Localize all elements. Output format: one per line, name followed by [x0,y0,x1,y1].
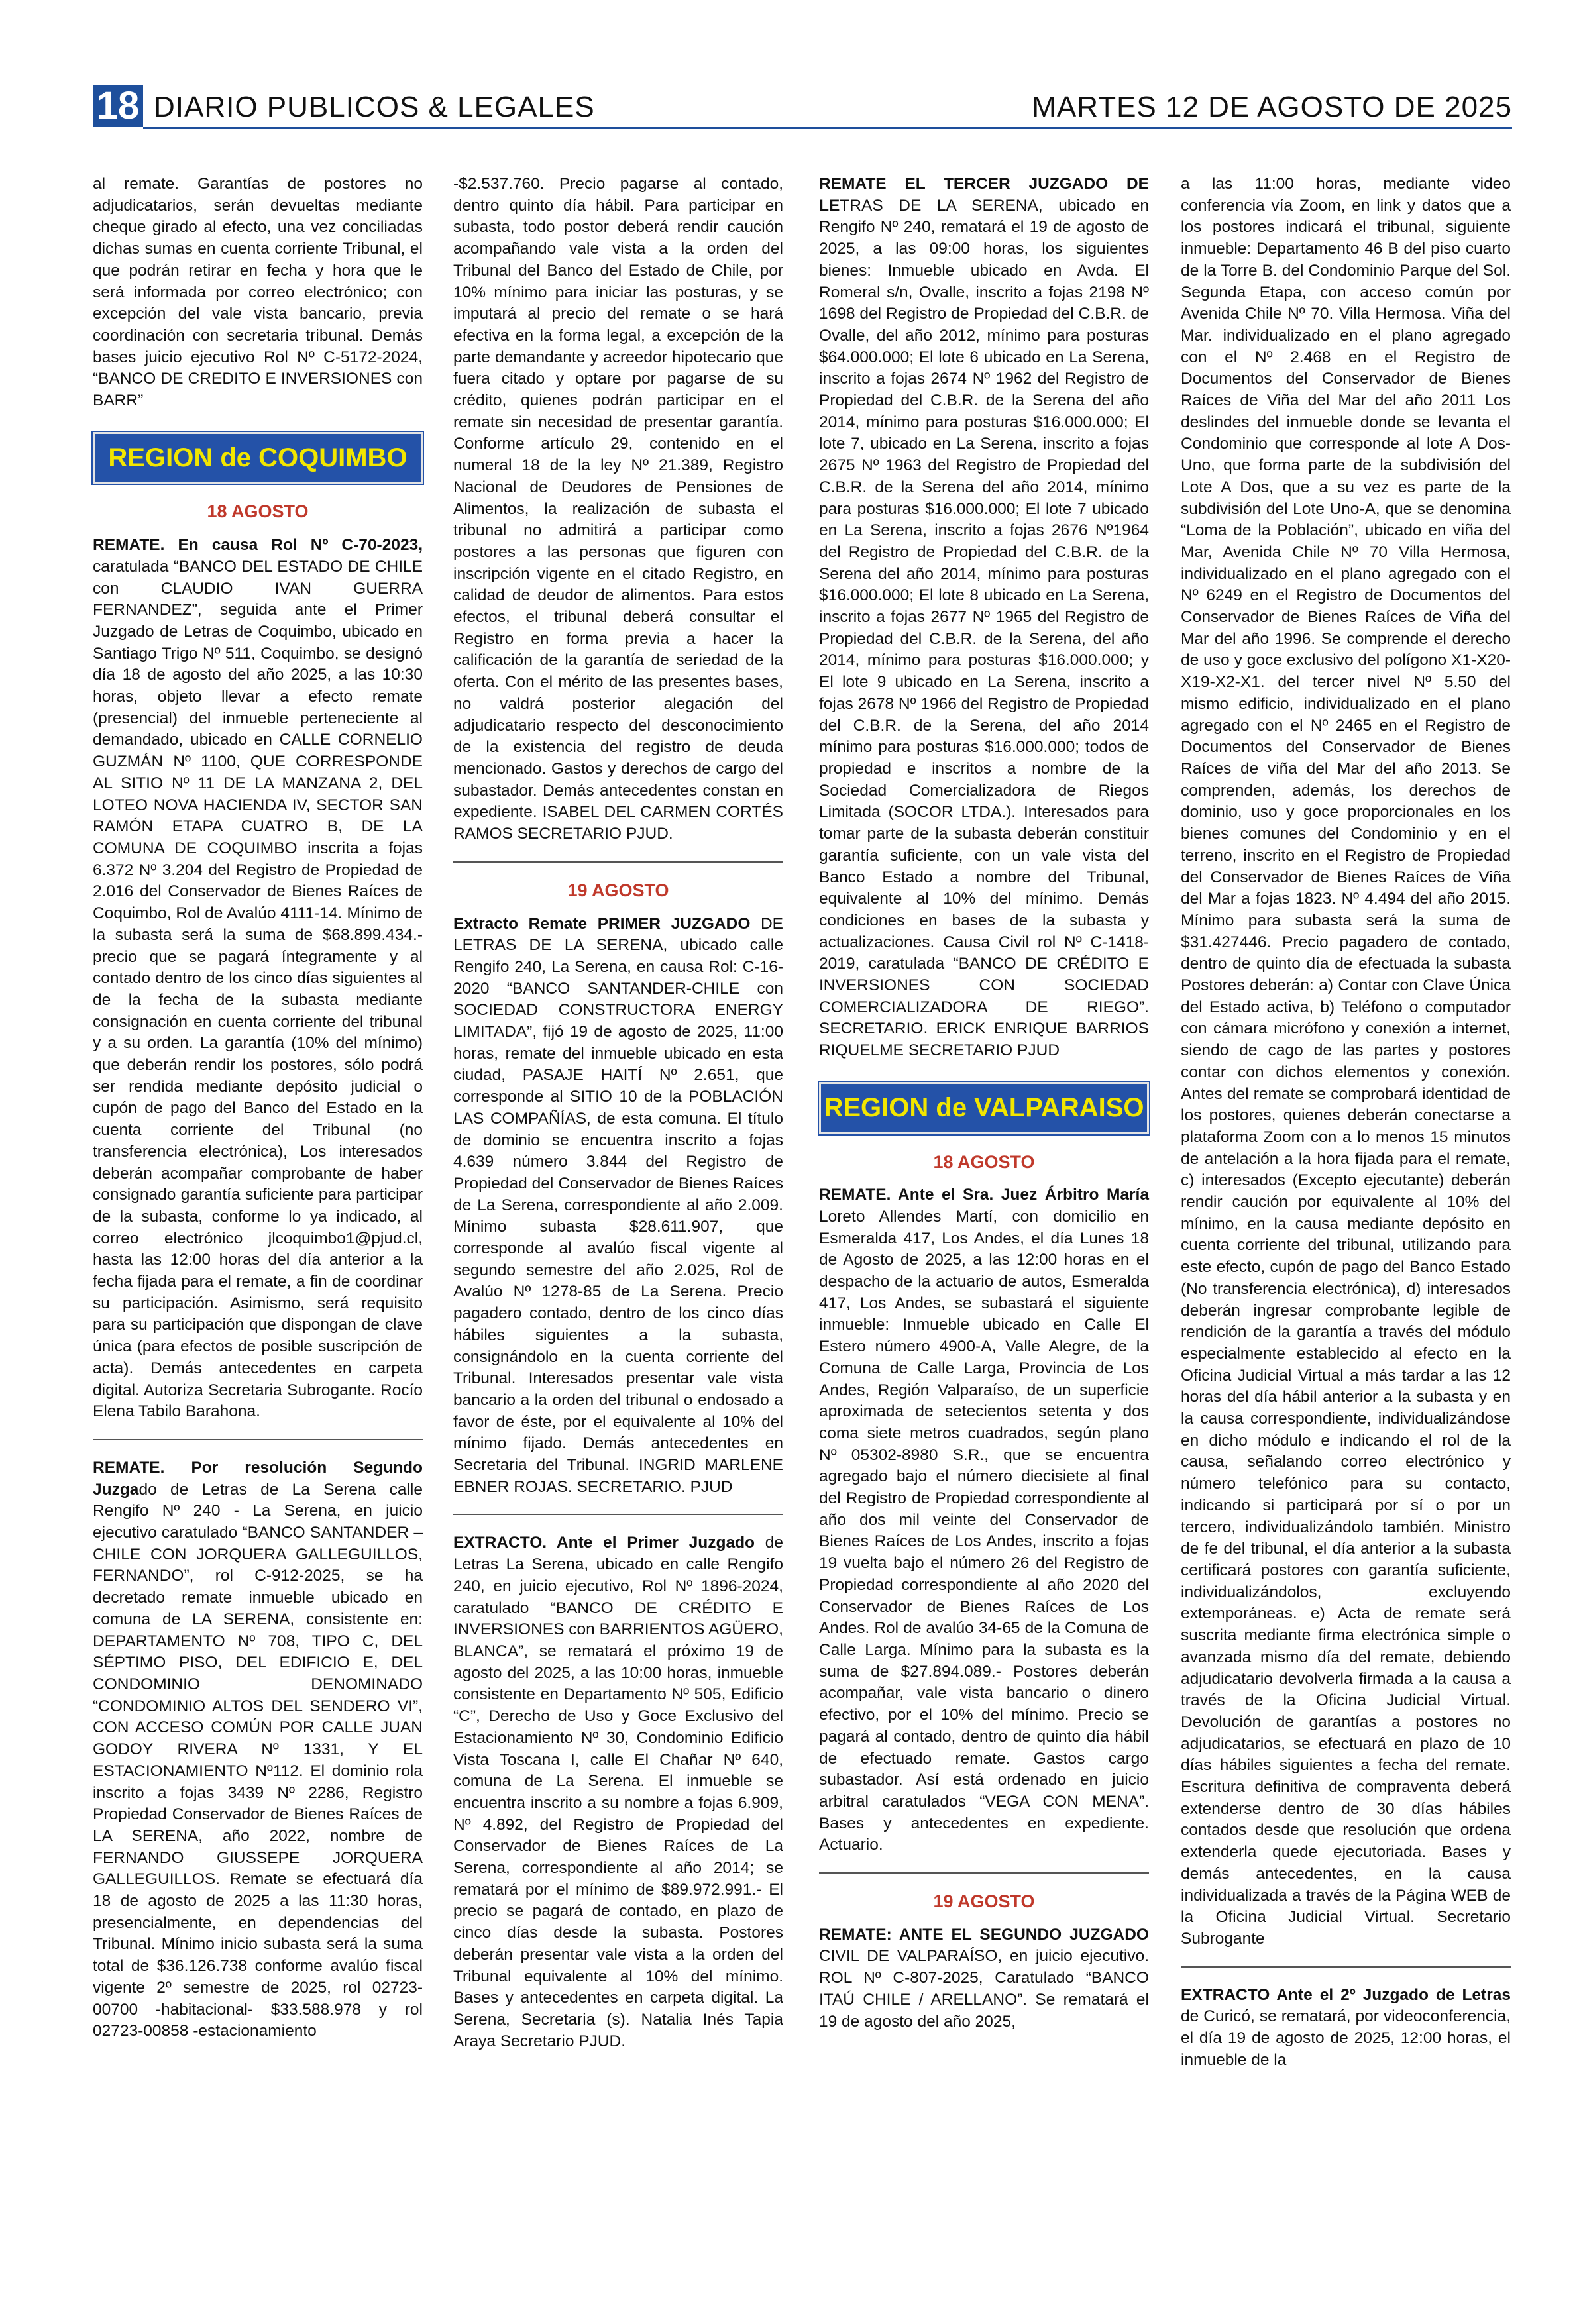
divider [93,1439,423,1440]
notice-lead: REMATE. Ante el Sra. Juez Árbitro María [819,1186,1149,1204]
page-number: 18 [93,85,143,127]
notice-continuation: a las 11:00 horas, mediante video conferencia vía Zoom, en link y datos que a los postores indicará el tribunal, siguiente inmueble: Departamento 46 B del piso cuarto de la Torre B. del Condominio Parque del Sol. Segunda Etapa, con acceso común por Avenida Chile Nº 70. Villa Hermosa. Viña del Mar. individualizado en el plano agregado con el Nº 2.468 en el Registro de Documentos del Conservador de Bienes Raíces de Viña del Mar del año 2011 Los deslindes del inmueble donde se levanta el Condominio que corresponde al lote A Dos-Uno, que forma parte de la subdivisión del Lote A Dos, que a su vez es parte de la subdivisión del Lote Uno-A, que se denomina “Loma de la Población”, ubicado en viña del Mar, Avenida Chile Nº 70 Villa Hermosa, individualizado en el plano agregado con el Nº 6249 en el Registro de Documentos del Conservador de Bienes Raíces de Viña del Mar del año 1996. Se comprende el derecho de uso y goce exclusivo del polígono X1-X20-X19-X2-X1. del tercer nivel Nº 5.50 del mismo edificio, individualizado en el plano agregado con el Nº 2465 en el Registro de Documentos del Conservador de Bienes Raíces de viña del Mar del año 2013. Se comprenden, además, los derechos de dominio, uso y goce proporcionales en los bienes comunes del Condominio y en el terreno, inscrito en el Registro de Propiedad del Conservador de Bienes Raíces de Viña del Mar a fojas 1823. Nº 4.494 del año 2015. Mínimo para subasta será la suma de $31.427446. Precio pagadero de contado, dentro de quinto día de efectuada la subasta Postores deberán: a) Contar con Clave Única del Estado activa, b) Teléfono o computador con cámara micrófono y conexión a internet, siendo de cago de las partes y postores contar con dichos elementos y conexión. Antes del remate se comprobará identidad de los postores, quienes deberán conectarse a plataforma Zoom con a lo menos 15 minutos de antelación a la hora fijada para el remate, c) interesados (Excepto ejecutante) deberán rendir caución por equivalente al 10% del mínimo, en la causa mediante depósito en cuenta corriente del tribunal, utilizando para este efecto, cupón de pago del Banco Estado (No transferencia electrónica), d) interesados deberán ingresar comprobante legible de rendición de la garantía a través del módulo especialmente establecido al efecto en la Oficina Judicial Virtual a más tardar a las 12 horas del día hábil anterior a la subasta y en la causa correspondiente, individualizándose en dicho módulo e indicando el rol de la causa, señalando correo electrónico y número telefónico para su contacto, indicando si participará por sí o por un tercero, individualizándolo también. Ministro de fe del tribunal, el día anterior a la subasta certificará postores con garantía suficiente, individualizándolos, excluyendo extemporáneas. e) Acta de remate será suscrita mediante firma electrónica simple o avanzada mismo día del remate, debiendo adjudicatario devolverla firmada a la causa a través de la Oficina Judicial Virtual. Devolución de garantías a postores no adjudicatarios, se efectuará en plazo de 10 días hábiles siguientes a fecha del remate. Escritura definitiva de compraventa deberá extenderse dentro de 30 días hábiles contados desde que resolución que ordena extenderla quede ejecutoriada. Bases y demás antecedentes, en la causa individualizada a través de la Página WEB de la Oficina Judicial Virtual. Secretario Subrogante [1181,175,1511,1948]
notice-lead: Extracto Remate PRIMER JUZGADO [453,914,751,933]
notice [819,1925,1149,2033]
region-banner-valparaiso: REGION de VALPARAISO [819,1082,1149,1134]
notice-lead: REMATE. Por resolución Segundo Juzga [93,1458,423,1499]
date-heading: 19 AGOSTO [933,1891,1035,1912]
column-2 [453,174,783,2064]
notice-body: CIVIL DE VALPARAÍSO, en juicio ejecutivo. ROL Nº C-807-2025, Caratulado “BANCO ITAÚ CHILE / ARELLANO”. Se rematará el 19 de agosto del año 2025, [819,1947,1149,2031]
notice-lead: REMATE. En causa Rol Nº C-70-2023, [93,536,423,555]
date-heading: 18 AGOSTO [207,502,309,522]
notice-lead: EXTRACTO. Ante el Primer Juzgado [453,1534,755,1552]
notice [819,174,1149,1062]
issue-date: MARTES 12 DE AGOSTO DE 2025 [1032,91,1512,123]
notice [1181,1985,1511,2072]
column-4 [1181,174,1511,2083]
notice-body: DE LETRAS DE LA SERENA, ubicado calle Rengifo 240, La Serena, en causa Rol: C-16-2020 “BANCO SANTANDER-CHILE con SOCIEDAD CONSTRUCTORA ENERGY LIMITADA”, fijó 19 de agosto de 2025, 11:00 horas, remate del inmueble ubicado en esta ciudad, PASAJE HAITÍ Nº 2.651, que corresponde al SITIO 10 de la POBLACIÓN LAS COMPAÑÍAS, de esta comuna. El título de dominio se encuentra inscrito a fojas 4.639 número 3.844 del Registro de Propiedad del Conservador de Bienes Raíces de La Serena, correspondiente al año 2.009. Mínimo subasta $28.611.907, que corresponde al avalúo fiscal vigente al segundo semestre del año 2.025, Rol de Avalúo Nº 1278-85 de La Serena. Precio pagadero contado, dentro de los cinco días hábiles siguientes a la subasta, consignándolo en la cuenta corriente del Tribunal. Interesados presentar vale vista bancario a la orden del tribunal o endosado a favor de éste, por el equivalente al 10% del mínimo fijado. Demás antecedentes en Secretaria del Tribunal. INGRID MARLENE EBNER ROJAS. SECRETARIO. PJUD [453,914,783,1496]
divider [453,1514,783,1515]
date-heading: 18 AGOSTO [933,1151,1035,1172]
notice-body: de Letras La Serena, ubicado en calle Rengifo 240, en juicio ejecutivo, Rol Nº 1896-2024, caratulado “BANCO DE CRÉDITO E INVERSIONES con BARRIENTOS AGÜERO, BLANCA”, se rematará el próximo 19 de agosto del 2025, a las 10:00 horas, inmueble consistente en Departamento Nº 505, Edificio “C”, Derecho de Uso y Goce Exclusivo del Estacionamiento Nº 30, Condominio Edificio Vista Toscana I, calle El Chañar Nº 640, comuna de La Serena. El inmueble se encuentra inscrito a su nombre a fojas 6.909, Nº 4.892, del Registro de Propiedad del Conservador de Bienes Raíces de La Serena, correspondiente al año 2014; se rematará por el mínimo de $89.972.991.- El precio se pagará de contado, en plazo de cinco días desde la subasta. Postores deberán presentar vale vista a la orden del Tribunal equivalente al 10% del mínimo. Bases y antecedentes en carpeta digital. La Serena, Secretaria (s). Natalia Inés Tapia Araya Secretario PJUD. [453,1534,783,2050]
notice [819,1185,1149,1856]
notice-body: do de Letras de La Serena calle Rengifo Nº 240 - La Serena, en juicio ejecutivo caratulado “BANCO SANTANDER – CHILE CON JORQUERA GALLEGUILLOS, FERNANDO”, rol C-912-2025, se ha decretado remate inmueble ubicado en comuna de LA SERENA, consistente en: DEPARTAMENTO Nº 708, TIPO C, DEL SÉPTIMO PISO, DEL EDIFICIO E, DEL CONDOMINIO DENOMINADO “CONDOMINIO ALTOS DEL SENDERO VI”, CON ACCESO COMÚN POR CALLE JUAN GODOY RIVERA Nº 1331, Y EL ESTACIONAMIENTO Nº112. El dominio rola inscrito a fojas 3439 Nº 2286, Registro Propiedad Conservador de Bienes Raíces de LA SERENA, año 2022, nombre de FERNANDO GIUSSEPE JORQUERA GALLEGUILLOS. Remate se efectuará día 18 de agosto de 2025 a las 11:30 horas, presencialmente, en dependencias del Tribunal. Mínimo inicio subasta será la suma total de $36.126.738 conforme avalúo fiscal vigente 2º semestre de 2025, rol 02723-00700 -habitacional- $33.588.978 y rol 02723-00858 -estacionamiento [93,1480,423,2040]
notice-body: caratulada “BANCO DEL ESTADO DE CHILE con CLAUDIO IVAN GUERRA FERNANDEZ”, seguida ante el Primer Juzgado de Letras de Coquimbo, ubicado en Santiago Trigo Nº 511, Coquimbo, se designó día 18 de agosto del año 2025, a las 10:30 horas, objeto llevar a efecto remate (presencial) del inmueble perteneciente al demandado, ubicado en CALLE CORNELIO GUZMÁN Nº 1100, QUE CORRESPONDE AL SITIO Nº 11 DE LA MANZANA 2, DEL LOTEO NOVA HACIENDA IV, SECTOR SAN RAMÓN ETAPA CUATRO B, DE LA COMUNA DE COQUIMBO inscrita a fojas 6.372 Nº 3.204 del Registro de Propiedad de 2.016 del Conservador de Bienes Raíces de Coquimbo, Rol de Avalúo 4111-14. Mínimo de la subasta será la suma de $68.899.434.- precio que se pagará íntegramente y al contado dentro de los cinco días siguientes al de la fecha de la subasta mediante consignación en cuenta corriente del tribunal y a su orden. La garantía (10% del mínimo) que deberán rendir los postores, sólo podrá ser rendida mediante depósito judicial o cupón de pago del Banco del Estado en la cuenta corriente del Tribunal (no transferencia electrónica), Los interesados deberán acompañar comprobante de haber consignado garantía suficiente para participar de la subasta, conforme lo ya indicado, al correo electrónico jlcoquimbo1@pjud.cl, hasta las 12:00 horas del día anterior a la fecha fijada para el remate, a fin de coordinar su participación. Asimismo, será requisito para su participación que dispongan de clave única (para efectos de posible suscripción de acta). Demás antecedentes en carpeta digital. Autoriza Secretaria Subrogante. Rocío Elena Tabilo Barahona. [93,557,423,1421]
publication-title: DIARIO PUBLICOS & LEGALES [154,91,595,123]
date-heading: 19 AGOSTO [567,880,669,900]
notice [93,535,423,1423]
notice [93,1457,423,2042]
notice [453,1532,783,2052]
divider [819,1872,1149,1874]
region-banner-coquimbo: REGION de COQUIMBO [93,432,423,484]
header-rule [143,127,1512,129]
notice-body: Loreto Allendes Martí, con domicilio en Esmeralda 417, Los Andes, el día Lunes 18 de Agosto de 2025, a las 12:00 horas en el despacho de la actuario de autos, Esmeralda 417, Los Andes, se subastará el siguiente inmueble: Inmueble ubicado en Calle El Estero número 4900-A, Valle Alegre, de la Comuna de Calle Larga, Provincia de Los Andes, Región Valparaíso, de un superficie aproximada de setecientos setenta y dos coma siete metros cuadrados, según plano Nº 05302-8980 S.R., que se encuentra agregado bajo el número diecisiete al final del Registro de Propiedad correspondiente al año dos mil veinte del Conservador de Bienes Raíces de Los Andes, inscrito a fojas 19 vuelta bajo el número 26 del Registro de Propiedad correspondiente al año 2020 del Conservador de Bienes Raíces de Los Andes. Rol de avalúo 34-65 de la Comuna de Calle Larga. Mínimo para la subasta es la suma de $27.894.089.- Postores deberán acompañar, vale vista bancario o dinero efectivo, por el 10% del mínimo. Precio se pagará al contado, dentro de quinto día hábil de efectuado remate. Gastos cargo subastador. Así está ordenado en juicio arbitral caratulados “VEGA CON MENA”. Bases y antecedentes en expediente. Actuario. [819,1207,1149,1854]
notice-lead: EXTRACTO Ante el 2º Juzgado de Letras [1181,1985,1511,2004]
column-1 [93,174,423,2054]
notice-body: de Curicó, se rematará, por videoconferencia, el día 19 de agosto de 2025, 12:00 horas, el inmueble de la [1181,2007,1511,2069]
column-3 [819,174,1149,2044]
notice-continuation: al remate. Garantías de postores no adjudicatarios, serán devueltas mediante cheque girado al efecto, una vez conciliadas dichas sumas en cuenta corriente Tribunal, el que podrán retirar en fecha y hora que le será informada por correo electrónico; con excepción del vale vista bancario, previa coordinación con secretaria tribunal. Demás bases juicio ejecutivo Rol Nº C-5172-2024, “BANCO DE CREDITO E INVERSIONES con BARR” [93,175,423,410]
divider [453,861,783,863]
notice-lead: REMATE: ANTE EL SEGUNDO JUZGADO [819,1925,1149,1944]
notice-body: TRAS DE LA SERENA, ubicado en Rengifo Nº 240, rematará el 19 de agosto de 2025, a las 09:00 horas, los siguientes bienes: Inmueble ubicado en Avda. El Romeral s/n, Ovalle, inscrito a fojas 2198 Nº 1698 del Registro de Propiedad del C.B.R. de Ovalle, del año 2012, mínimo para posturas $64.000.000; El lote 6 ubicado en La Serena, inscrito a fojas 2674 Nº 1962 del Registro de Propiedad del C.B.R. de la Serena del año 2014, mínimo para posturas $16.000.000; El lote 7, ubicado en La Serena, inscrito a fojas 2675 Nº 1963 del Registro de Propiedad del C.B.R. de la Serena del año 2014, mínimo para posturas $16.000.000; El lote 7 ubicado en La Serena, inscrito a fojas 2676 Nº1964 del Registro de Propiedad del C.B.R. de la Serena del año 2014, mínimo para posturas $16.000.000; El lote 8 ubicado en La Serena, inscrito a fojas 2677 Nº 1965 del Registro de Propiedad del C.B.R. de la Serena, del año 2014, mínimo para posturas $16.000.000; y El lote 9 ubicado en La Serena, inscrito a fojas 2678 Nº 1966 del Registro de Propiedad del C.B.R. de la Serena, del año 2014 mínimo para posturas $16.000.000; todos de propiedad e inscritos a nombre de la Sociedad Comercializadora de Riegos Limitada (SOCOR LTDA.). Interesados para tomar parte de la subasta deberán constituir garantía suficiente, con un vale vista del Banco Estado a nombre del Tribunal, equivalente al 10% del mínimo. Demás condiciones en bases de la subasta y actualizaciones. Causa Civil rol Nº C-1418-2019, caratulada “BANCO DE CRÉDITO E INVERSIONES CON SOCIEDAD COMERCIALIZADORA DE RIEGO”. SECRETARIO. ERICK ENRIQUE BARRIOS RIQUELME SECRETARIO PJUD [819,196,1149,1060]
notice-lead: REMATE EL TERCER JUZGADO DE LE [819,175,1149,215]
notice-continuation: -$2.537.760. Precio pagarse al contado, dentro quinto día hábil. Para participar en subasta, todo postor deberá rendir caución acompañando vale vista a la orden del Tribunal del Banco del Estado de Chile, por 10% mínimo para iniciar las posturas, y se imputará al precio del remate o se hará efectiva en la forma legal, a excepción de la parte demandante y acreedor hipotecario que fuera citado y optare por pagarse de su crédito, quienes podrán participar en el remate sin necesidad de presentar garantía. Conforme artículo 29, contenido en el numeral 18 de la ley Nº 21.389, Registro Nacional de Deudores de Pensiones de Alimentos, la realización de subasta el tribunal no admitirá a participar como postores a las personas que figuren con inscripción vigente en el citado Registro, en calidad de deudor de alimentos. Para estos efectos, el tribunal deberá consultar el Registro en forma previa a hacer la calificación de la garantía de seriedad de la oferta. Con el mérito de las presentes bases, no valdrá posterior alegación del adjudicatario respecto del desconocimiento de la existencia del registro de deuda mencionado. Gastos y derechos de cargo del subastador. Demás antecedentes constan en expediente. ISABEL DEL CARMEN CORTÉS RAMOS SECRETARIO PJUD. [453,175,783,843]
notice [453,914,783,1499]
divider [1181,1966,1511,1968]
